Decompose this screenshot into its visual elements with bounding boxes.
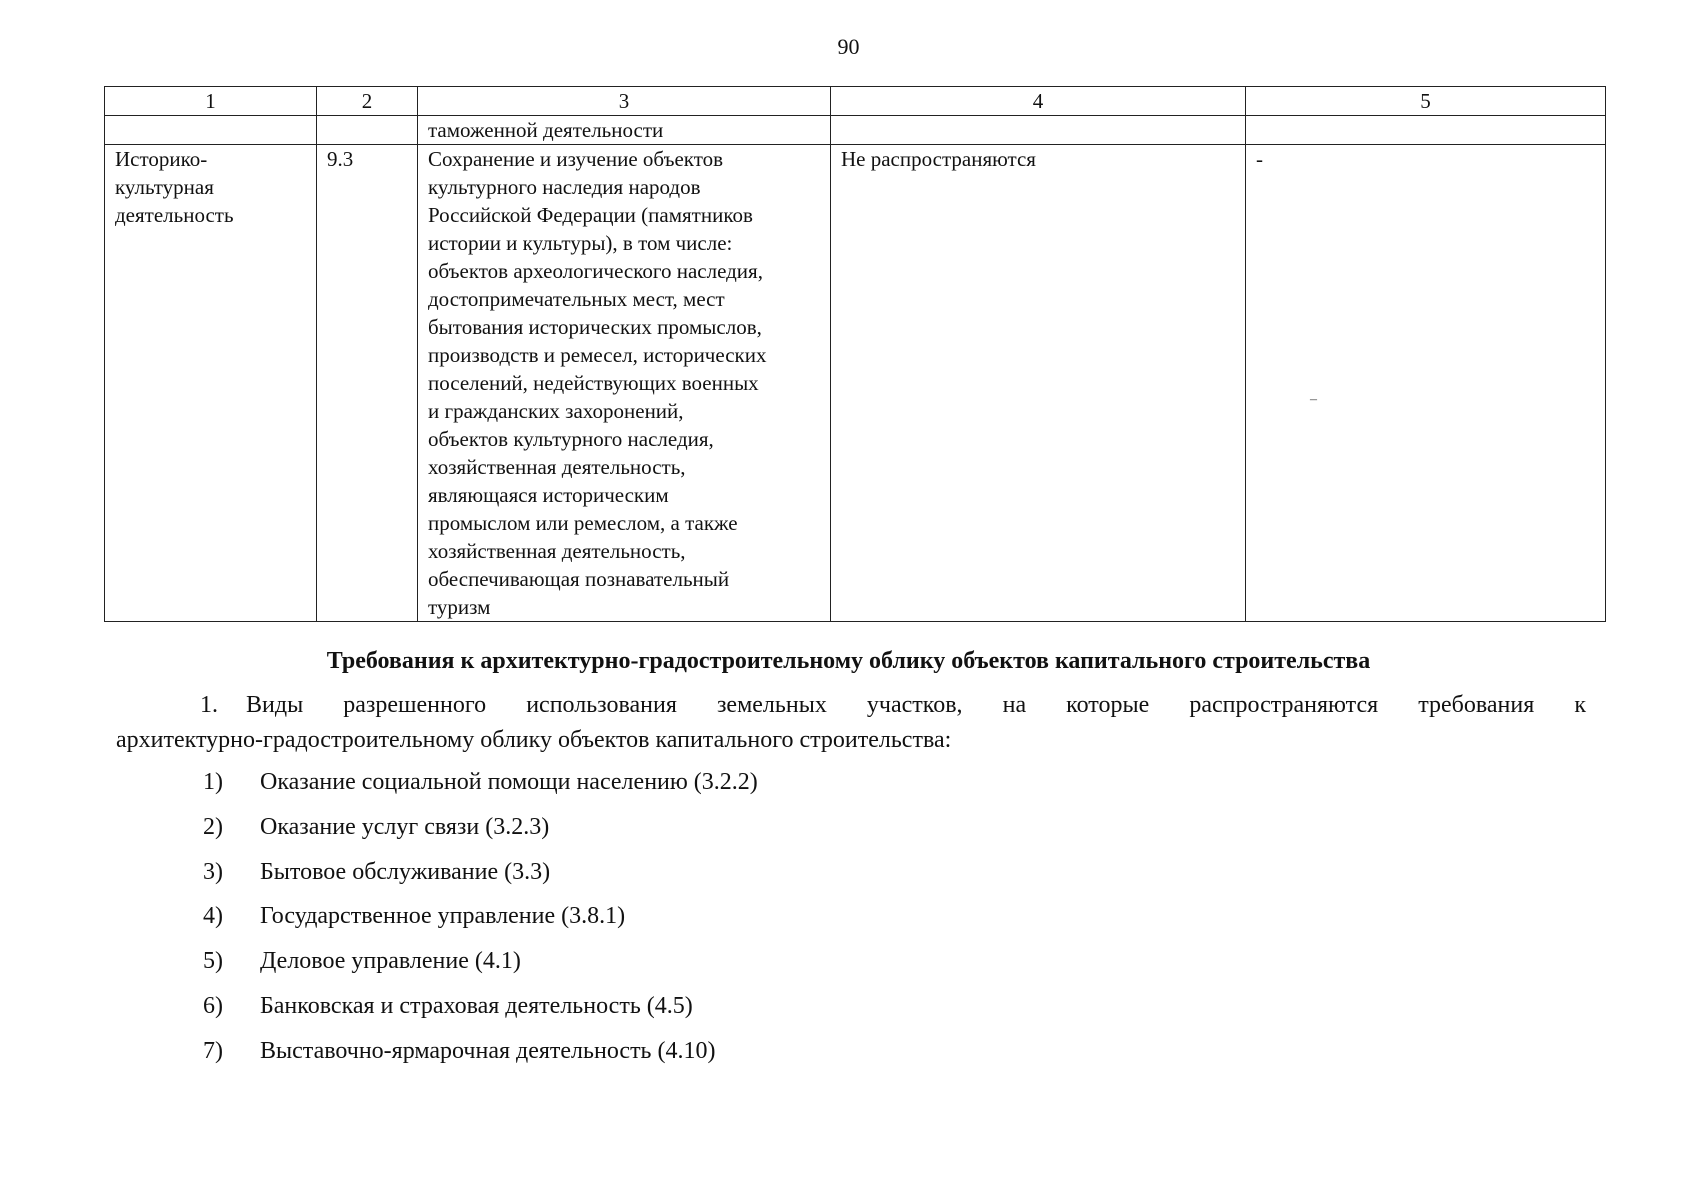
- description-line: хозяйственная деятельность,: [428, 539, 686, 563]
- description-line: являющаяся историческим: [428, 483, 669, 507]
- list-item-number: 4): [203, 903, 223, 930]
- table-cell: таможенной деятельности: [418, 116, 831, 145]
- use-type-description-cell: [418, 145, 831, 622]
- description-line: объектов археологического наследия,: [428, 259, 763, 283]
- table-cell: [105, 116, 317, 145]
- table-header-row: [105, 87, 1606, 116]
- list-item-text: Деловое управление (4.1): [260, 948, 521, 975]
- paragraph-line-1: [116, 688, 1586, 723]
- column-header-4: 4: [831, 87, 1246, 116]
- description-line: Сохранение и изучение объектов: [428, 147, 724, 171]
- scan-mark: –: [1310, 392, 1317, 407]
- description-line: и гражданских захоронений,: [428, 399, 684, 423]
- land-use-table: [104, 86, 1606, 622]
- list-item-text: Оказание услуг связи (3.2.3): [260, 813, 550, 840]
- list-item-number: 5): [203, 948, 223, 975]
- list-item-number: 1): [203, 769, 223, 795]
- table-row: [105, 145, 1606, 622]
- description-line: обеспечивающая познавательный: [428, 567, 730, 591]
- description-line: истории и культуры), в том числе:: [428, 231, 733, 255]
- list-item-text: Бытовое обслуживание (3.3): [260, 858, 551, 885]
- paragraph-number: 1.: [200, 692, 218, 718]
- list-item-text: Банковская и страховая деятельность (4.5): [260, 992, 693, 1019]
- use-type-name-line: культурная: [115, 175, 214, 199]
- list-item-text: Государственное управление (3.8.1): [260, 903, 626, 930]
- column-header-2: 2: [317, 87, 418, 116]
- column-header-3: 3: [418, 87, 831, 116]
- table-cell: [317, 116, 418, 145]
- description-line: поселений, недействующих военных: [428, 371, 759, 395]
- use-type-name-line: Историко-: [115, 147, 208, 171]
- column-header-5: 5: [1246, 87, 1606, 116]
- use-type-name-cell: [105, 145, 317, 622]
- section-paragraph: [116, 688, 1586, 758]
- list-item-number: 3): [203, 858, 223, 885]
- page-number: 90: [837, 34, 860, 59]
- use-type-code-cell: 9.3: [317, 145, 418, 622]
- use-type-name-line: деятельность: [115, 203, 234, 227]
- section-heading: Требования к архитектурно-градостроительному облику объектов капитального строительства: [326, 648, 1371, 674]
- list-item-number: 2): [203, 813, 223, 840]
- description-line: бытования исторических промыслов,: [428, 315, 762, 339]
- description-line: хозяйственная деятельность,: [428, 455, 686, 479]
- description-line: культурного наследия народов: [428, 175, 701, 199]
- requirements-cell: Не распространяются: [831, 145, 1246, 622]
- table-cell: [831, 116, 1246, 145]
- table-cell: [1246, 116, 1606, 145]
- notes-cell: -: [1246, 145, 1606, 622]
- list-item-number: 6): [203, 992, 223, 1019]
- list-item-text: Выставочно-ярмарочная деятельность (4.10): [260, 1037, 716, 1064]
- column-header-1: 1: [105, 87, 317, 116]
- description-line: производств и ремесел, исторических: [428, 343, 767, 367]
- paragraph-line-2: архитектурно-градостроительному облику объектов капитального строительства:: [116, 727, 952, 753]
- list-item-number: 7): [203, 1037, 223, 1064]
- list-item-text: Оказание социальной помощи населению (3.2.2): [260, 769, 758, 795]
- description-line: достопримечательных мест, мест: [428, 287, 725, 311]
- description-line: объектов культурного наследия,: [428, 427, 714, 451]
- description-line: промыслом или ремеслом, а также: [428, 511, 738, 535]
- description-line: Российской Федерации (памятников: [428, 203, 753, 227]
- description-line: туризм: [428, 595, 491, 619]
- table-row-continuation: [105, 116, 1606, 145]
- paragraph-text-1: Виды разрешенного использования земельных участков, на которые распространяются требования к: [246, 692, 1586, 718]
